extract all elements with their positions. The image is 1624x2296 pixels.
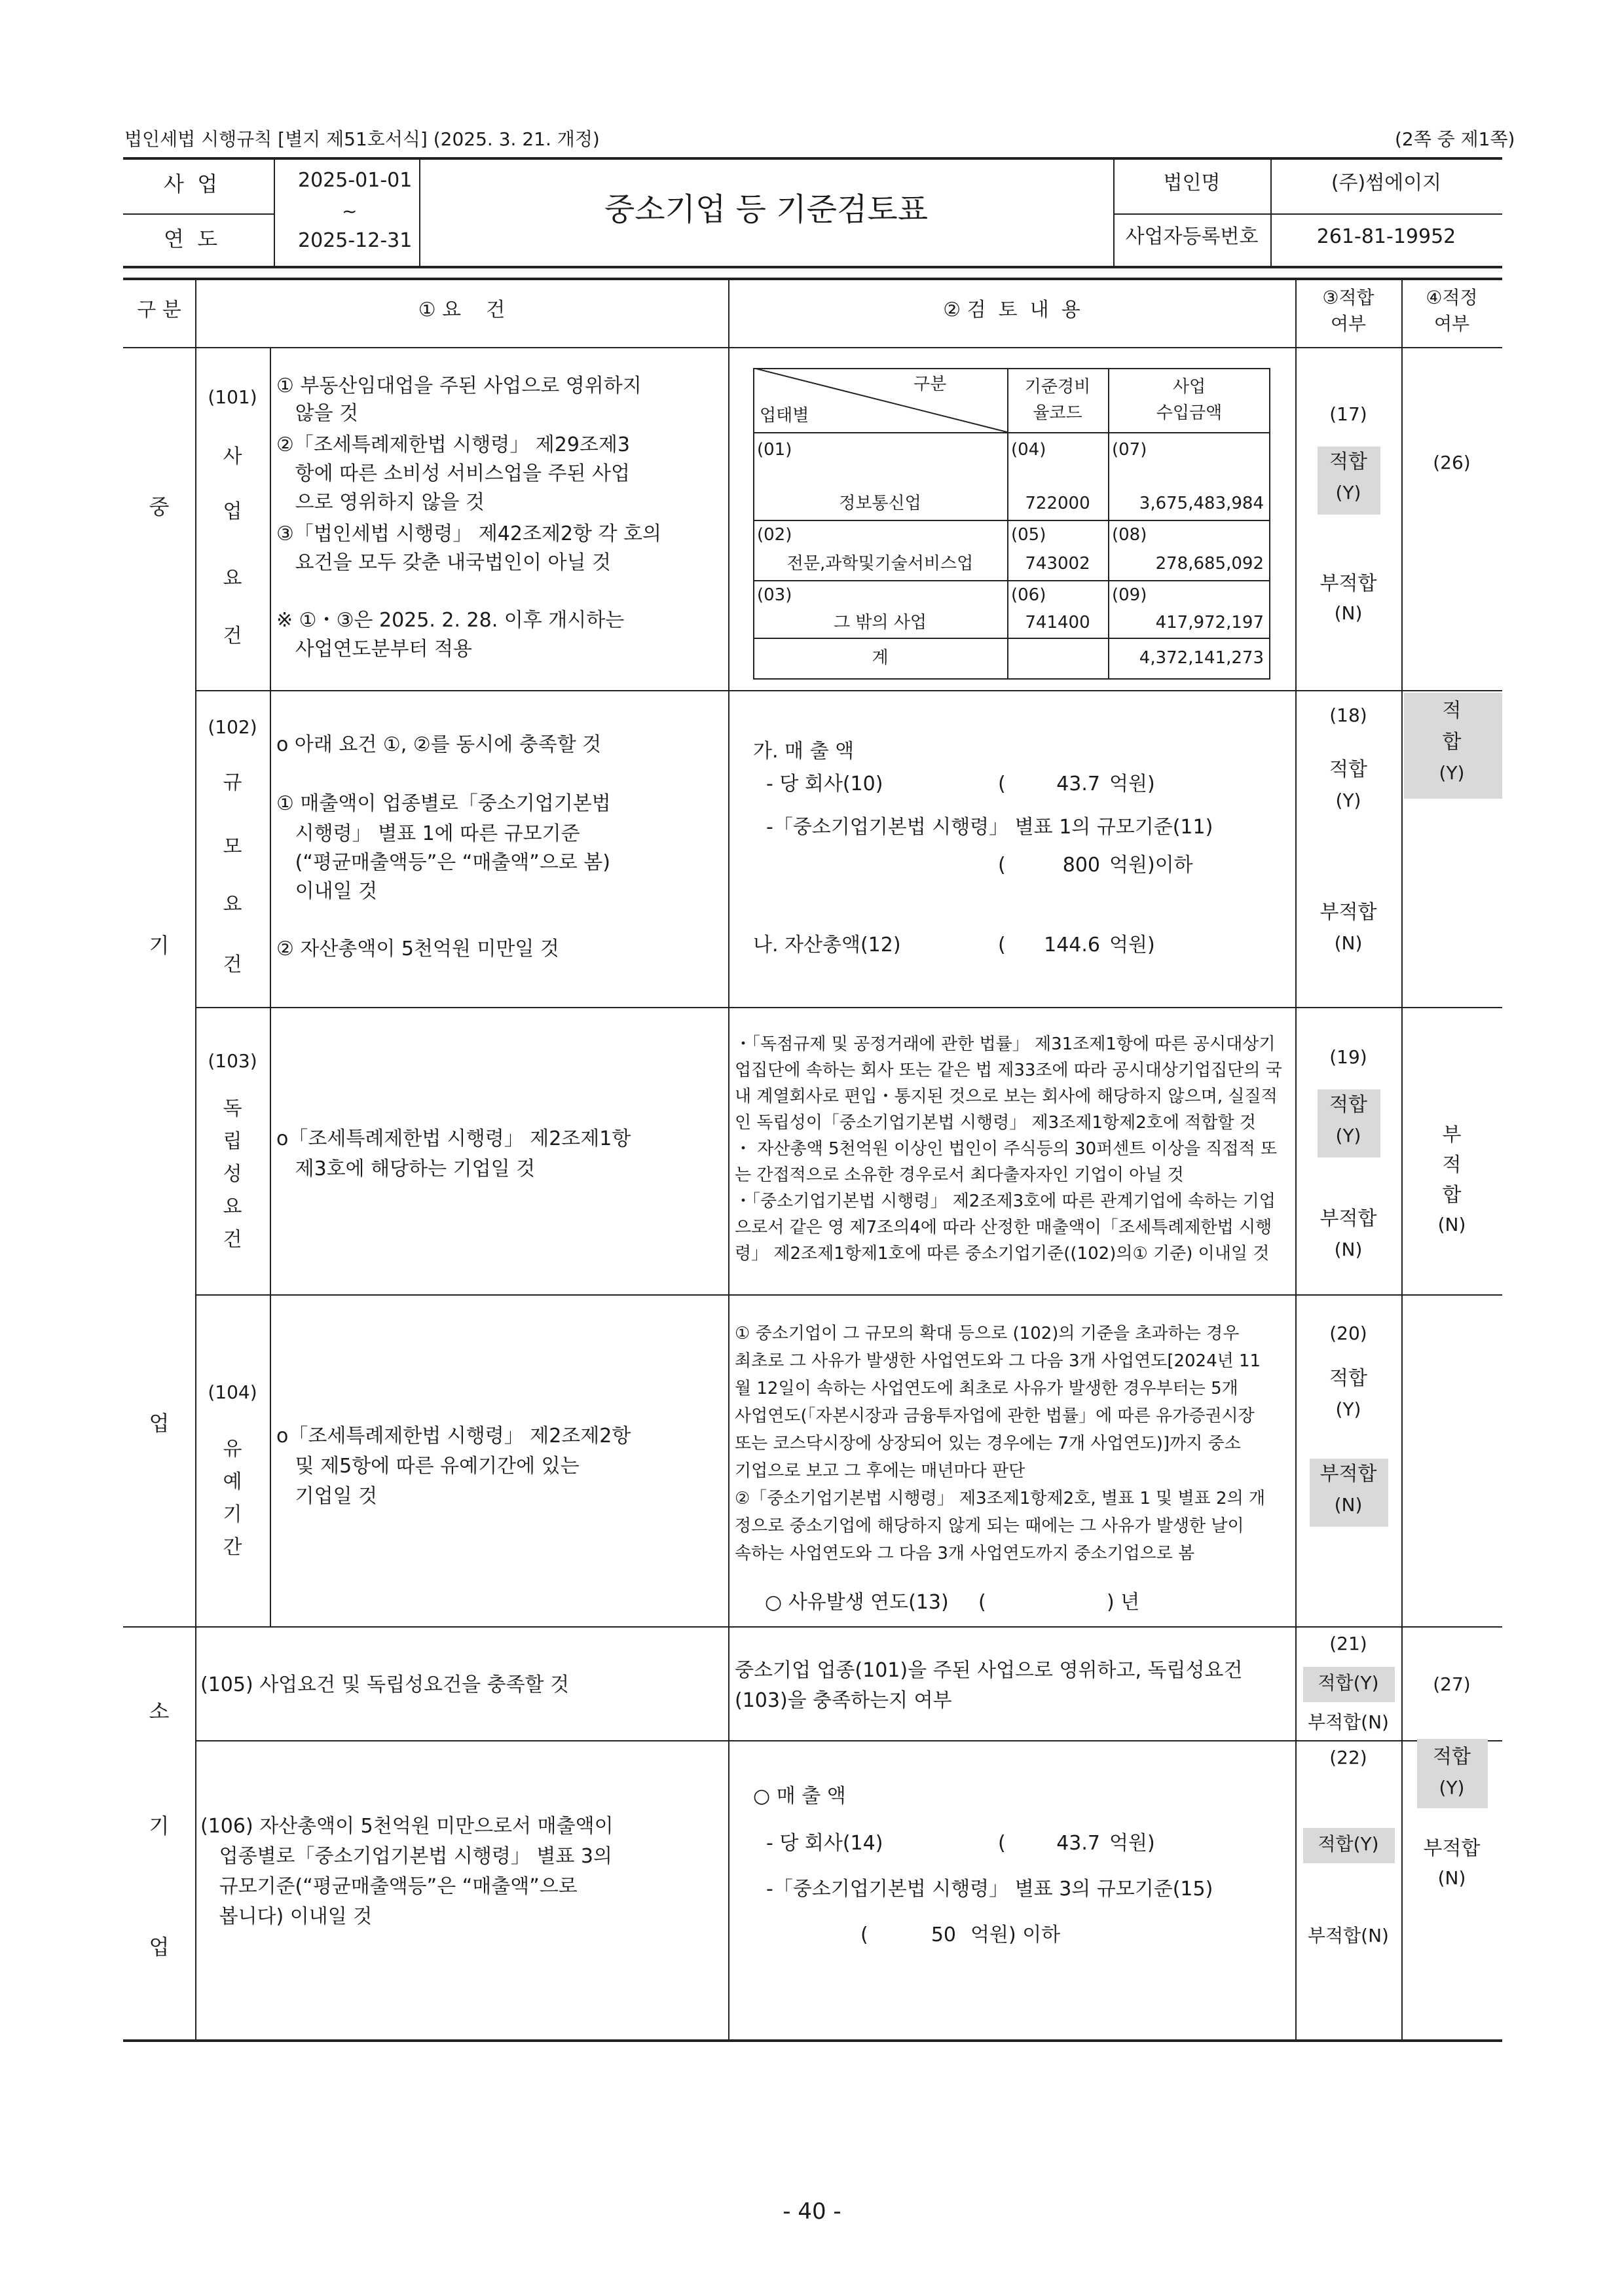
r104-fit-yes: 적합 [1329,1367,1367,1390]
r105-fit-no-label: 부적합(N) [1308,1711,1389,1733]
year-label-1: 사 업 [164,172,218,196]
r104-review-line: ②「중소기업기본법 시행령」 제3조제1항제2호, 별표 1 및 별표 2의 개 [735,1489,1266,1508]
period-end: 2025-12-31 [298,229,413,252]
tbl-head-industry: 업태별 [760,406,809,426]
tbl-industry-name: 그 밖의 사업 [833,613,927,632]
r105-final-code: (27) [1433,1673,1471,1695]
r101-req-line: ① 부동산임대업을 주된 사업으로 영위하지 [276,374,642,397]
r104-review-line: 월 12일이 속하는 사업연도에 최초로 사유가 발생한 경우부터는 5개 [735,1379,1238,1398]
r102-company-sales-label: - 당 회사(10) [766,773,883,795]
r102-fit-yes-code: (Y) [1335,790,1361,811]
r103-review-line: ・「독점규제 및 공정거래에 관한 법률」 제31조제1항에 따른 공시대상기 [735,1034,1276,1054]
r102-req-line: 시행령」 별표 1에 따른 규모기준 [276,822,580,845]
tbl-row-no: (07) [1112,440,1147,460]
r104-vchar: 유 [223,1438,242,1461]
r103-final-char: 적 [1442,1154,1462,1176]
r102-vchar: 건 [223,953,242,976]
r103-review-line: 으로서 같은 영 제7조의4에 따라 산정한 매출액이「조세특례제한법 시행 [735,1218,1272,1237]
r105-review-line: 중소기업 업종(101)을 주된 사업으로 영위하고, 독립성요건 [735,1659,1243,1682]
r102-unit: 억원)이하 [1109,854,1193,877]
r102-req-line: ① 매출액이 업종별로「중소기업기본법 [276,792,611,815]
r104-review-line: 기업으로 보고 그 후에는 매년마다 판단 [735,1461,1025,1481]
r106-final-yes-code: (Y) [1439,1777,1465,1798]
r103-review-line: 는 간접적으로 소유한 경우로서 최다출자자인 기업이 아닐 것 [735,1165,1184,1185]
r102-threshold-label: -「중소기업기본법 시행령」 별표 1의 규모기준(11) [766,816,1213,839]
tbl-row-no: (06) [1011,585,1046,605]
r103-fit-no: (19) [1329,1046,1367,1068]
tbl-row-no: (04) [1011,440,1046,460]
tbl-row-no: (02) [757,525,792,545]
r103-review-line: ・「중소기업기본법 시행령」 제2조제3호에 따른 관계기업에 속하는 기업 [735,1192,1276,1211]
r103-final-char: 부 [1442,1123,1462,1146]
r103-fit-no-label: 부적합 [1320,1207,1377,1230]
r102-assets-value: 144.6 [1044,934,1100,957]
side-label-jung: 중 [149,494,170,519]
r106-company-sales-value: 43.7 [1056,1832,1100,1855]
r103-vchar: 요 [223,1195,242,1218]
r102-code: (102) [208,716,257,738]
r102-fit-yes: 적합 [1329,758,1367,781]
r102-fit-no: (18) [1329,704,1367,726]
r103-fit-yes-code: (Y) [1335,1125,1361,1146]
r102-final-char: (Y) [1439,762,1465,784]
r104-review-line: 속하는 사업연도와 그 다음 3개 사업연도까지 중소기업으로 봄 [735,1544,1195,1563]
tbl-head-code: 기준경비 [1024,377,1091,397]
tbl-code: 743002 [1025,554,1090,574]
r103-final-char: (N) [1437,1214,1466,1235]
r101-fit-no: (17) [1329,403,1367,425]
tbl-amount: 278,685,092 [1155,554,1264,574]
r104-req-line: 및 제5항에 따른 유예기간에 있는 [276,1455,580,1478]
tbl-total-label: 계 [872,648,889,668]
tbl-head-amount2: 수입금액 [1156,403,1223,423]
r104-req-line: o「조세특례제한법 시행령」 제2조제2항 [276,1425,631,1448]
r104-review-line: ① 중소기업이 그 규모의 확대 등으로 (102)의 기준을 초과하는 경우 [735,1324,1240,1343]
r106-final-no: 부적합 [1423,1837,1481,1860]
r106-fit-yes: 적합(Y) [1318,1833,1379,1855]
r103-vchar: 성 [223,1163,242,1186]
tbl-code: 722000 [1025,494,1090,513]
r102-vchar: 규 [223,771,242,794]
r106-final-no-code: (N) [1437,1867,1466,1889]
r101-final-code: (26) [1433,452,1471,473]
r102-paren: ( [998,934,1006,957]
tbl-row-no: (05) [1011,525,1046,545]
r106-req-line: 업종별로「중소기업기본법 시행령」 별표 3의 [200,1845,612,1868]
r102-sales-heading: 가. 매 출 액 [753,740,855,763]
r104-review-line: 정으로 중소기업에 해당하지 않게 되는 때에는 그 사유가 발생한 날이 [735,1516,1244,1536]
r101-vchar: 사 [223,445,242,468]
r102-fit-no-label: 부적합 [1320,901,1377,924]
r101-req-note: ※ ①・③은 2025. 2. 28. 이후 개시하는 [276,609,625,632]
r104-code: (104) [208,1381,257,1403]
r102-final-char: 합 [1442,731,1462,754]
r101-req-line: 않을 것 [276,402,359,425]
r102-unit: 억원) [1109,934,1155,957]
period-tilde: ~ [342,200,358,222]
r101-req-line: 으로 영위하지 않을 것 [276,491,485,514]
tbl-row-no: (01) [757,440,792,460]
r102-paren: ( [998,773,1006,795]
r106-unit: 억원) 이하 [970,1923,1061,1946]
r105-review-line: (103)을 충족하는지 여부 [735,1689,952,1712]
year-label-2: 연 도 [164,227,218,251]
biz-no-label: 사업자등록번호 [1125,225,1259,248]
r104-vchar: 예 [223,1470,242,1493]
r103-review-line: 내 계열회사로 편입・통지된 것으로 보는 회사에 해당하지 않으며, 실질적 [735,1087,1278,1106]
r106-req-line: (106) 자산총액이 5천억원 미만으로서 매출액이 [200,1815,614,1838]
corp-name: (주)썸에이지 [1331,172,1442,194]
r102-fit-no-code: (N) [1334,932,1363,954]
r104-fit-no-label: 부적합 [1320,1463,1377,1485]
tbl-industry-name: 전문,과학및기술서비스업 [786,554,974,574]
r104-review-line: 사업연도(「자본시장과 금융투자업에 관한 법률」에 따른 유가증권시장 [735,1406,1255,1426]
col-gubun: 구 분 [137,299,181,321]
r104-fit-yes-code: (Y) [1335,1398,1361,1420]
r106-paren: ( [860,1923,868,1946]
r106-fit-no-label: 부적합(N) [1308,1925,1389,1946]
r103-fit-yes: 적합 [1329,1093,1367,1116]
r101-req-line: ③「법인세법 시행령」 제42조제2항 각 호의 [276,522,662,545]
tbl-amount: 3,675,483,984 [1139,494,1264,513]
r104-review-line: 최초로 그 사유가 발생한 사업연도와 그 다음 3개 사업연도[2024년 11 [735,1351,1261,1371]
r101-req-note: 사업연도분부터 적용 [276,638,472,661]
r101-fit-yes-code: (Y) [1335,482,1361,503]
tbl-head-gubun: 구분 [913,374,947,394]
r102-vchar: 모 [223,835,242,858]
tbl-head-amount: 사업 [1172,377,1206,397]
tbl-code: 741400 [1025,613,1090,632]
side-label-so: 소 [149,1699,170,1724]
r102-req-line: ② 자산총액이 5천억원 미만일 것 [276,938,559,960]
tbl-row-no: (09) [1112,585,1147,605]
col-fit-1b: 여부 [1330,313,1367,335]
r102-vchar: 요 [223,893,242,916]
page-number: - 40 - [783,2198,841,2225]
r103-vchar: 건 [223,1228,242,1251]
r106-paren: ( [998,1832,1006,1855]
r101-code: (101) [208,386,257,408]
r106-req-line: 봅니다) 이내일 것 [200,1905,373,1928]
form-title: 중소기업 등 기준검토표 [604,191,929,228]
col-fit-2: ④적정 [1426,287,1478,308]
r103-review-line: 업집단에 속하는 회사 또는 같은 법 제33조에 따라 공시대상기업집단의 국 [735,1061,1282,1080]
r102-paren: ( [998,854,1006,877]
r102-req-line: (“평균매출액등”은 “매출액”으로 봄) [276,851,610,874]
page-reference: (2쪽 중 제1쪽) [1395,128,1515,150]
side-label-gi: 기 [149,933,170,958]
r106-fit-no: (22) [1329,1747,1367,1768]
r106-req-line: 규모기준(“평균매출액등”은 “매출액”으로 [200,1875,578,1898]
r102-company-sales-value: 43.7 [1056,773,1100,795]
industry-table [753,368,1270,680]
side-label-eop2: 업 [149,1935,170,1959]
r104-vchar: 기 [223,1503,242,1526]
r102-threshold-value: 800 [1062,854,1100,877]
r104-vchar: 간 [223,1536,242,1559]
r105-fit-yes: 적합(Y) [1318,1672,1379,1694]
tbl-head-code2: 율코드 [1033,403,1082,423]
r101-fit-no-label: 부적합 [1320,572,1377,595]
r101-req-line: 항에 따른 소비성 서비스업을 주된 사업 [276,462,630,485]
r106-sales-heading: ○ 매 출 액 [753,1785,846,1808]
r103-final-char: 합 [1442,1184,1462,1207]
r104-review-line: 또는 코스닥시장에 상장되어 있는 경우에는 7개 사업연도)]까지 중소 [735,1434,1241,1453]
r102-req-line: o 아래 요건 ①, ②를 동시에 충족할 것 [276,733,602,756]
r103-review-line: 인 독립성이「중소기업기본법 시행령」 제3조제1항제2호에 적합할 것 [735,1113,1256,1133]
r104-fit-no: (20) [1329,1322,1367,1344]
r104-year-open: ( [978,1591,986,1614]
form-reference: 법인세법 시행규칙 [별지 제51호서식] (2025. 3. 21. 개정) [124,128,600,150]
r106-threshold-value: 50 [931,1923,956,1946]
r104-year-label: ○ 사유발생 연도(13) [765,1591,949,1614]
tbl-row-no: (03) [757,585,792,605]
r103-vchar: 립 [223,1130,242,1153]
r103-code: (103) [208,1050,257,1072]
col-requirement: ① 요 건 [418,299,506,321]
r106-company-sales-label: - 당 회사(14) [766,1832,883,1855]
tbl-industry-name: 정보통신업 [839,494,921,513]
r101-vchar: 건 [223,625,242,647]
side-label-eop: 업 [149,1411,170,1436]
tbl-row-no: (08) [1112,525,1147,545]
biz-no: 261-81-19952 [1316,225,1456,248]
tbl-amount: 417,972,197 [1155,613,1264,632]
r102-req-line: 이내일 것 [276,880,378,903]
r105-fit-no: (21) [1329,1633,1367,1654]
r101-vchar: 업 [223,500,242,523]
r102-unit: 억원) [1109,773,1155,795]
r102-assets-label: 나. 자산총액(12) [753,934,901,957]
r101-fit-no-code: (N) [1334,602,1363,624]
r103-vchar: 독 [223,1097,242,1120]
col-review: ② 검 토 내 용 [943,299,1080,321]
r103-review-line: ・ 자산총액 5천억원 이상인 법인이 주식등의 30퍼센트 이상을 직접적 또 [735,1139,1278,1159]
r101-fit-yes: 적합 [1329,450,1367,473]
side-label-gi2: 기 [149,1813,170,1838]
r103-req-line: o「조세특례제한법 시행령」 제2조제1항 [276,1127,631,1150]
tbl-total-amount: 4,372,141,273 [1139,648,1264,668]
r102-final-char: 적 [1442,699,1462,722]
r104-req-line: 기업일 것 [276,1485,378,1508]
r104-fit-no-code: (N) [1334,1494,1363,1516]
r101-req-line: 요건을 모두 갖춘 내국법인이 아닐 것 [276,551,611,574]
r101-req-line: ②「조세특례제한법 시행령」 제29조제3 [276,433,630,456]
col-fit-1: ③적합 [1322,287,1375,308]
corp-name-label: 법인명 [1163,172,1221,194]
r104-year-close: ) 년 [1107,1591,1140,1614]
r106-threshold-label: -「중소기업기본법 시행령」 별표 3의 규모기준(15) [766,1878,1213,1901]
r103-fit-no-code: (N) [1334,1239,1363,1260]
r101-vchar: 요 [223,567,242,590]
r103-req-line: 제3호에 해당하는 기업일 것 [276,1157,536,1180]
r105-requirement: (105) 사업요건 및 독립성요건을 충족할 것 [200,1673,570,1696]
period-start: 2025-01-01 [298,169,413,192]
col-fit-2b: 여부 [1433,313,1470,335]
r106-final-yes: 적합 [1433,1745,1471,1768]
r106-unit: 억원) [1109,1832,1155,1855]
r103-review-line: 령」 제2조제1항제1호에 따른 중소기업기준((102)의① 기준) 이내일 것 [735,1244,1270,1264]
